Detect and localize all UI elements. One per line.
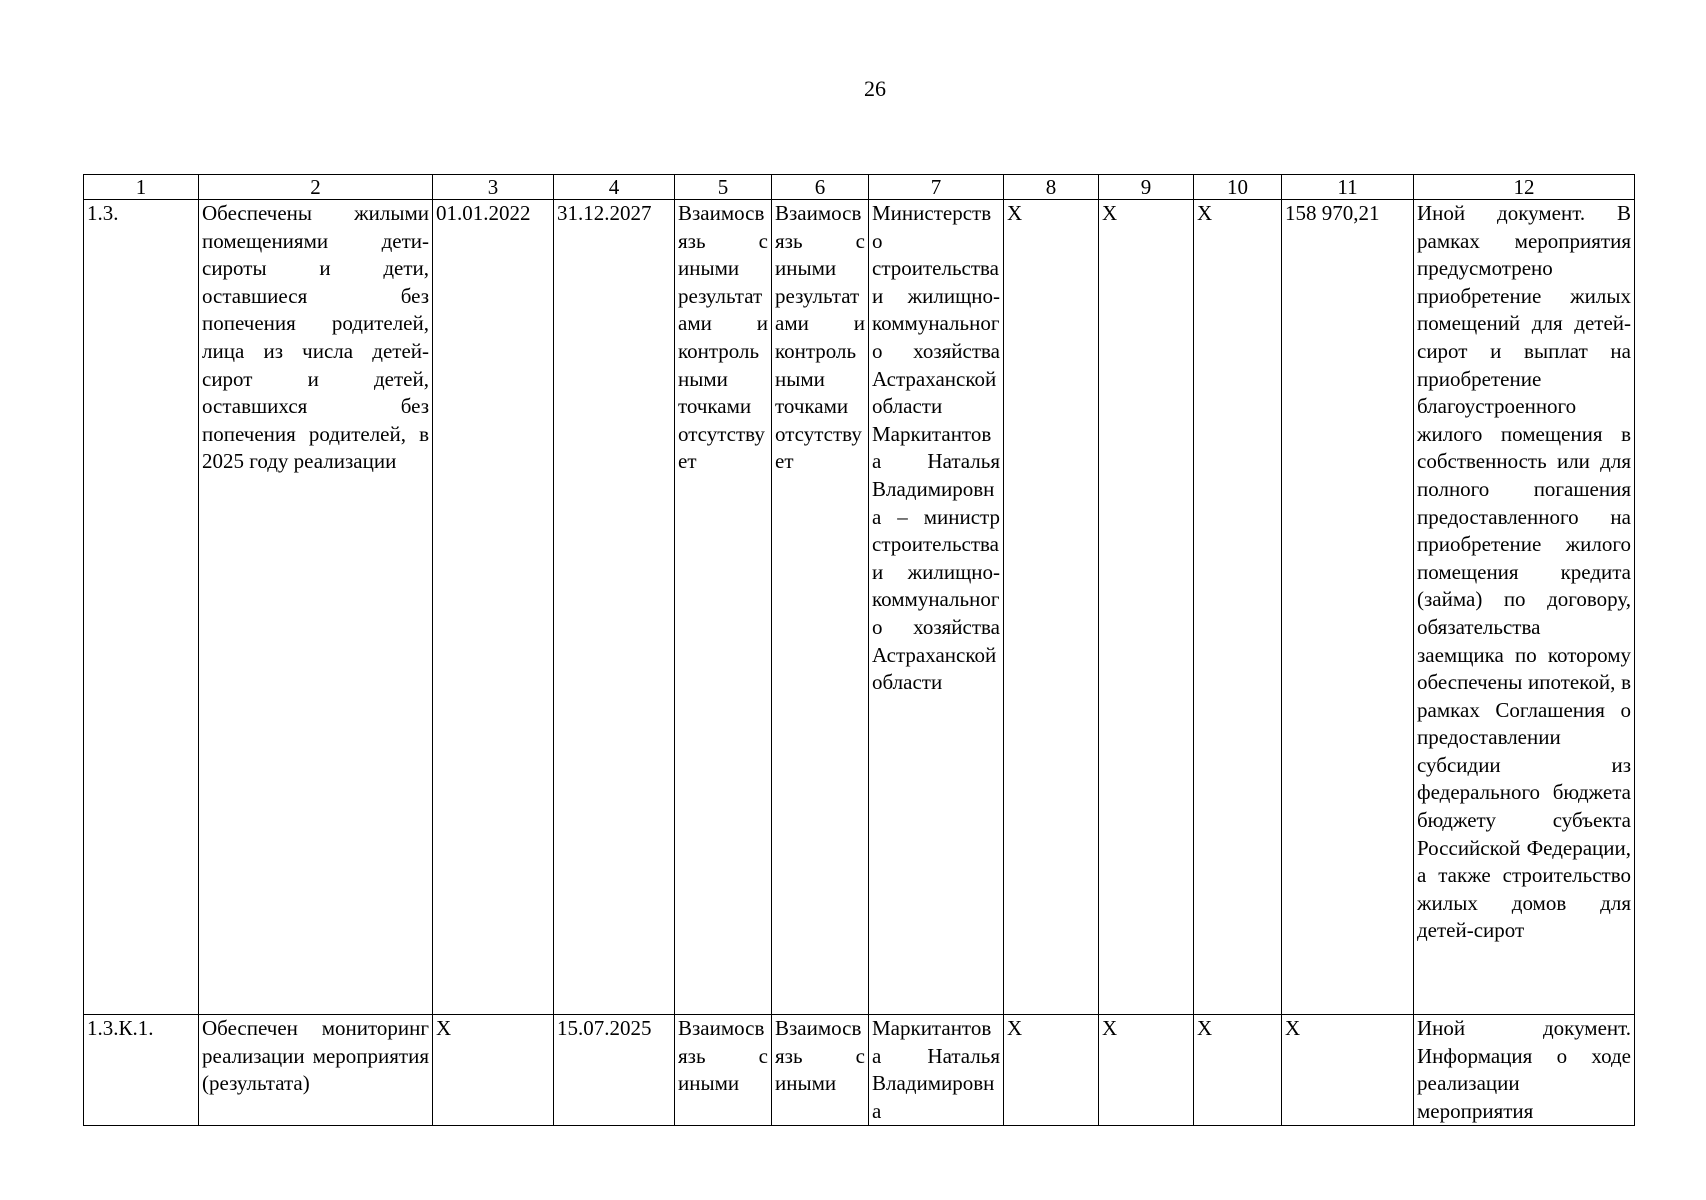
relation-cell: Взаимосвязь с иными результатами и контрольными точками отсутствует <box>675 200 772 1015</box>
mark-cell: X <box>1004 1015 1099 1126</box>
table-row <box>84 1015 1635 1126</box>
column-number-header: 2 <box>199 175 433 200</box>
item-number: 1.3.К.1. <box>84 1015 199 1126</box>
end-date: 31.12.2027 <box>554 200 675 1015</box>
column-number-header: 9 <box>1099 175 1194 200</box>
column-numbers-row <box>84 175 1635 200</box>
responsible-cell: Министерство строительства и жилищно-коммунального хозяйства Астраханской области Маркитантова Наталья Владимировна – министр строительства и жилищно-коммунального хозяйства Астраханской области <box>869 200 1004 1015</box>
column-number-header: 6 <box>772 175 869 200</box>
column-number-header: 11 <box>1282 175 1414 200</box>
end-date: 15.07.2025 <box>554 1015 675 1126</box>
start-date: X <box>433 1015 554 1126</box>
column-number-header: 10 <box>1194 175 1282 200</box>
column-number-header: 3 <box>433 175 554 200</box>
relation-cell: Взаимосвязь с иными <box>772 1015 869 1126</box>
page-number: 26 <box>864 76 886 101</box>
amount-cell: 158 970,21 <box>1282 200 1414 1015</box>
mark-cell: X <box>1099 1015 1194 1126</box>
relation-cell: Взаимосвязь с иными <box>675 1015 772 1126</box>
column-number-header: 1 <box>84 175 199 200</box>
mark-cell: X <box>1194 1015 1282 1126</box>
mark-cell: X <box>1194 200 1282 1015</box>
document-cell: Иной документ. В рамках мероприятия предусмотрено приобретение жилых помещений для детей-сирот и выплат на приобретение благоустроенного жилого помещения в собственность или для полного погашения предоставленного на приобретение жилого помещения кредита (займа) по договору, обязательства заемщика по которому обеспечены ипотекой, в рамках Соглашения о предоставлении субсидии из федерального бюджета бюджету субъекта Российской Федерации, а также строительство жилых домов для детей-сирот <box>1414 200 1635 1015</box>
mark-cell: X <box>1004 200 1099 1015</box>
table-row <box>84 200 1635 1015</box>
responsible-cell: Маркитантова Наталья Владимировна <box>869 1015 1004 1126</box>
column-number-header: 12 <box>1414 175 1635 200</box>
item-number: 1.3. <box>84 200 199 1015</box>
column-number-header: 7 <box>869 175 1004 200</box>
relation-cell: Взаимосвязь с иными результатами и контрольными точками отсутствует <box>772 200 869 1015</box>
item-title: Обеспечен мониторинг реализации мероприятия (результата) <box>199 1015 433 1126</box>
measures-table <box>83 174 1635 1126</box>
column-number-header: 4 <box>554 175 675 200</box>
item-title: Обеспечены жилыми помещениями дети-сироты и дети, оставшиеся без попечения родителей, лица из числа детей-сирот и детей, оставшихся без попечения родителей, в 2025 году реализации <box>199 200 433 1015</box>
column-number-header: 5 <box>675 175 772 200</box>
column-number-header: 8 <box>1004 175 1099 200</box>
document-cell: Иной документ. Информация о ходе реализации мероприятия <box>1414 1015 1635 1126</box>
mark-cell: X <box>1099 200 1194 1015</box>
start-date: 01.01.2022 <box>433 200 554 1015</box>
amount-cell: X <box>1282 1015 1414 1126</box>
